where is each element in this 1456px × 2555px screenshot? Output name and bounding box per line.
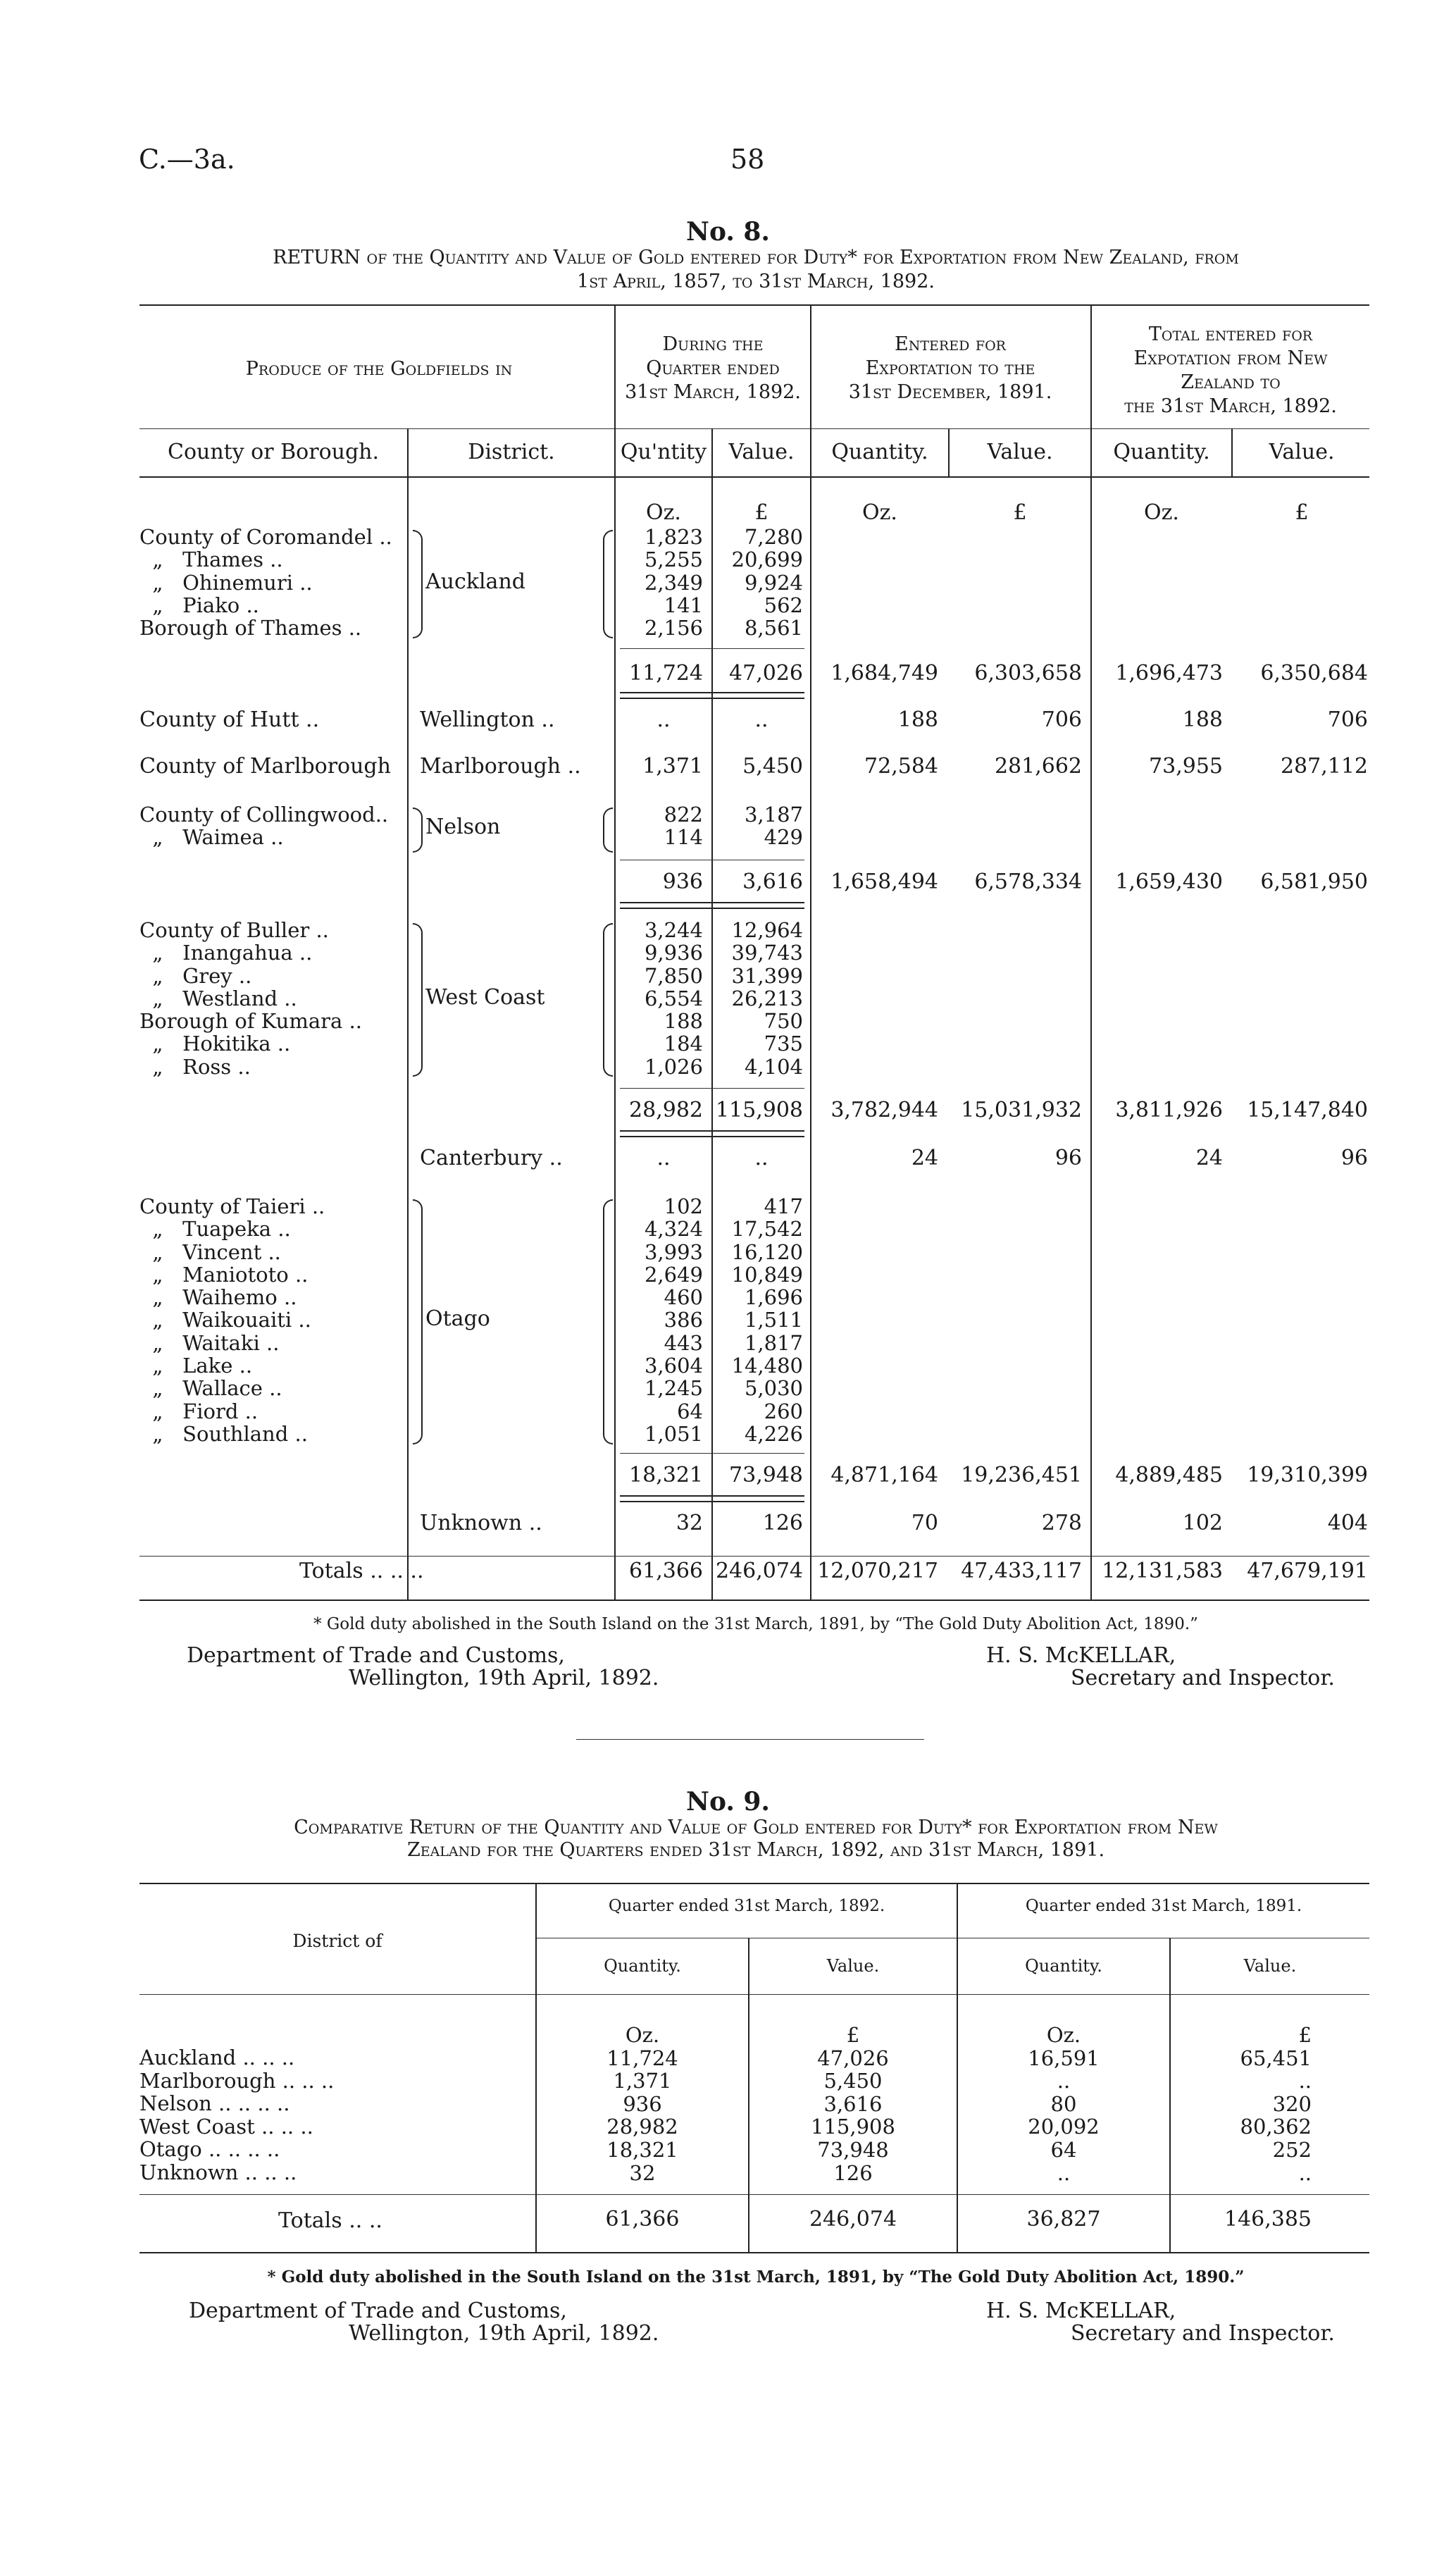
canterbury-entered-val: 96 <box>1054 1146 1082 1170</box>
table9-total-qty1: 61,366 <box>605 2207 680 2232</box>
table9-val1: £ 47,026 5,450 3,616 115,908 73,948 126 <box>811 2023 895 2185</box>
table9-col-val1: Value. <box>826 1956 880 1976</box>
table9-bottom-rule <box>139 2252 1369 2253</box>
hutt-entered-qty: 188 <box>897 707 938 732</box>
col-county: County or Borough. <box>167 440 380 464</box>
table8-totals-rule <box>139 1556 1369 1557</box>
table8-total-qty-q: 61,366 <box>629 1559 703 1583</box>
westcoast-entered-val: 15,031,932 <box>961 1098 1082 1122</box>
table8-footnote: * Gold duty abolished in the South Island on the 31st March, 1891, by “The Gold Duty Abolition Act, 1890.” <box>313 1615 1198 1633</box>
table9-head-1892: Quarter ended 31st March, 1892. <box>608 1897 885 1915</box>
auckland-entered-qty: 1,684,749 <box>830 661 938 686</box>
hutt-qty: .. <box>657 707 671 732</box>
table9-signer: H. S. McKELLAR, <box>986 2299 1176 2323</box>
nelson-counties: County of Collingwood.. „ Waimea .. <box>139 803 389 850</box>
otago-val: 417 17,542 16,120 10,849 1,696 1,511 1,817 14,480 5,030 260 4,226 <box>731 1194 803 1446</box>
table8-total-qty-t: 12,131,583 <box>1102 1559 1223 1583</box>
table9-totals-label: Totals .. .. <box>278 2208 382 2233</box>
westcoast-district: West Coast <box>425 985 545 1010</box>
table9-subtitle-2: Zealand for the Quarters ended 31st March, 1892, and 31st March, 1891. <box>406 1839 1105 1861</box>
unit-oz-e: Oz. <box>862 500 897 525</box>
table8-totals-label: Totals .. .. .. <box>299 1559 424 1583</box>
table9-title: No. 9. <box>686 1787 770 1817</box>
table9-val2: £ 65,451 .. 320 80,362 252 .. <box>1240 2023 1312 2185</box>
otago-subtotal-val: 73,948 <box>729 1463 803 1487</box>
nelson-entered-val: 6,578,334 <box>974 870 1082 894</box>
col-qty-quarter: Qu'ntity <box>620 440 707 464</box>
section-divider <box>576 1739 924 1740</box>
nelson-entered-qty: 1,658,494 <box>830 870 938 894</box>
head-entered: Entered for Exportation to the 31st December, 1891. <box>848 333 1052 403</box>
westcoast-counties: County of Buller .. „ Inangahua .. „ Grey .. „ Westland .. Borough of Kumara .. „ Hokitika .. „ Ross .. <box>139 918 362 1079</box>
nelson-val: 3,187 429 <box>744 803 803 850</box>
unknown-total-val: 404 <box>1327 1511 1368 1535</box>
unknown-val: 126 <box>762 1511 803 1535</box>
table9-footnote: * Gold duty abolished in the South Island on the 31st March, 1891, by “The Gold Duty Abolition Act, 1890.” <box>267 2268 1245 2287</box>
table9-total-val1: 246,074 <box>809 2207 897 2232</box>
table8-total-val-e: 47,433,117 <box>961 1559 1082 1583</box>
hutt-total-qty: 188 <box>1182 707 1223 732</box>
nelson-subtotal-qty: 936 <box>662 870 703 894</box>
table9-col-qty2: Quantity. <box>1025 1956 1102 1976</box>
otago-entered-val: 19,236,451 <box>961 1463 1082 1487</box>
head-total: Total entered for Expotation from New Zealand to the 31st March, 1892. <box>1124 323 1337 417</box>
unknown-entered-val: 278 <box>1041 1511 1082 1535</box>
nelson-district: Nelson <box>425 815 501 839</box>
unknown-total-qty: 102 <box>1182 1511 1223 1535</box>
table9-subtitle-1: Comparative Return of the Quantity and Value of Gold entered for Duty* for Exportation from New <box>294 1817 1218 1838</box>
otago-total-qty: 4,889,485 <box>1115 1463 1223 1487</box>
table8-signer: H. S. McKELLAR, <box>986 1643 1176 1668</box>
col-qty-entered: Quantity. <box>831 440 928 464</box>
table8-vrule-entered <box>810 304 811 1600</box>
table9-col-val2: Value. <box>1243 1956 1297 1976</box>
canterbury-district: Canterbury .. <box>420 1146 563 1170</box>
unknown-qty: 32 <box>676 1511 703 1535</box>
table9-districts: Auckland .. .. .. Marlborough .. .. .. Nelson .. .. .. .. West Coast .. .. .. Otago .. .. .. .. Unknown .. .. .. <box>139 2046 335 2184</box>
marlborough-district: Marlborough .. <box>420 754 581 779</box>
auckland-val: 7,280 20,699 9,924 562 8,561 <box>731 525 803 641</box>
table8-subtitle-2: 1st April, 1857, to 31st March, 1892. <box>577 271 935 292</box>
table8-signer-title: Secretary and Inspector. <box>1071 1666 1335 1690</box>
table9-col-qty1: Quantity. <box>604 1956 681 1976</box>
marlborough-val: 5,450 <box>742 754 803 779</box>
unit-pound-t: £ <box>1295 500 1309 525</box>
table9-qty2: Oz. 16,591 .. 80 20,092 64 .. <box>1028 2023 1100 2185</box>
otago-counties: County of Taieri .. „ Tuapeka .. „ Vincent .. „ Maniototo .. „ Waihemo .. „ Waikouaiti .. „ Waitaki .. „ Lake .. „ Wallace .. „ Fiord .. „ Southland .. <box>139 1194 325 1446</box>
unit-oz-t: Oz. <box>1144 500 1179 525</box>
marlborough-county: County of Marlborough <box>139 754 391 779</box>
canterbury-qty: .. <box>657 1146 671 1170</box>
col-val-total: Value. <box>1269 440 1335 464</box>
table9-qty1: Oz. 11,724 1,371 936 28,982 18,321 32 <box>606 2023 678 2185</box>
canterbury-val: .. <box>754 1146 769 1170</box>
nelson-total-qty: 1,659,430 <box>1115 870 1223 894</box>
marlborough-total-qty: 73,955 <box>1149 754 1223 779</box>
table9-total-val2: 146,385 <box>1224 2207 1312 2232</box>
otago-qty: 102 4,324 3,993 2,649 460 386 443 3,604 1,245 64 1,051 <box>644 1194 703 1446</box>
hutt-val: .. <box>754 707 769 732</box>
westcoast-entered-qty: 3,782,944 <box>830 1098 938 1122</box>
head-quarter: During the Quarter ended 31st March, 1892. <box>625 333 801 403</box>
canterbury-entered-qty: 24 <box>911 1146 938 1170</box>
hutt-entered-val: 706 <box>1041 707 1082 732</box>
table8-total-qty-e: 12,070,217 <box>817 1559 938 1583</box>
marlborough-total-val: 287,112 <box>1280 754 1368 779</box>
table9-dept: Department of Trade and Customs, <box>189 2299 567 2323</box>
westcoast-total-val: 15,147,840 <box>1247 1098 1368 1122</box>
table9-signer-title: Secretary and Inspector. <box>1071 2321 1335 2346</box>
table9-place: Wellington, 19th April, 1892. <box>349 2321 659 2346</box>
hutt-district: Wellington .. <box>420 707 555 732</box>
table8-header-rule <box>139 428 1369 429</box>
unit-pound-e: £ <box>1013 500 1027 525</box>
table9-header-rule <box>139 1994 1369 1995</box>
col-district: District. <box>468 440 555 464</box>
nelson-qty: 822 114 <box>664 803 703 850</box>
auckland-qty: 1,823 5,255 2,349 141 2,156 <box>644 525 703 641</box>
otago-district: Otago <box>425 1306 490 1331</box>
table8-bottom-rule <box>139 1600 1369 1601</box>
table8-vrule-district <box>407 428 409 1600</box>
otago-subtotal-qty: 18,321 <box>629 1463 703 1487</box>
otago-total-val: 19,310,399 <box>1247 1463 1368 1487</box>
westcoast-total-qty: 3,811,926 <box>1115 1098 1223 1122</box>
table9-totals-rule <box>139 2194 1369 2195</box>
hutt-county: County of Hutt .. <box>139 707 320 732</box>
unknown-district: Unknown .. <box>420 1511 542 1535</box>
auckland-total-qty: 1,696,473 <box>1115 661 1223 686</box>
page-number: 58 <box>730 144 765 175</box>
table8-total-val-q: 246,074 <box>715 1559 803 1583</box>
table8-title: No. 8. <box>686 217 770 247</box>
marlborough-entered-val: 281,662 <box>994 754 1082 779</box>
head-produce: Produce of the Goldfields in <box>245 358 513 380</box>
auckland-subtotal-val: 47,026 <box>729 661 803 686</box>
canterbury-total-qty: 24 <box>1195 1146 1223 1170</box>
unknown-entered-qty: 70 <box>911 1511 938 1535</box>
canterbury-total-val: 96 <box>1340 1146 1368 1170</box>
auckland-total-val: 6,350,684 <box>1260 661 1368 686</box>
westcoast-val: 12,964 39,743 31,399 26,213 750 735 4,104 <box>731 918 803 1079</box>
table8-place: Wellington, 19th April, 1892. <box>349 1666 659 1690</box>
auckland-subtotal-qty: 11,724 <box>629 661 703 686</box>
auckland-entered-val: 6,303,658 <box>974 661 1082 686</box>
marlborough-qty: 1,371 <box>642 754 703 779</box>
hutt-total-val: 706 <box>1327 707 1368 732</box>
auckland-district: Auckland <box>425 569 525 594</box>
table8-dept: Department of Trade and Customs, <box>187 1643 565 1668</box>
auckland-counties: County of Coromandel .. „ Thames .. „ Ohinemuri .. „ Piako .. Borough of Thames .. <box>139 525 392 641</box>
table8-total-val-t: 47,679,191 <box>1247 1559 1368 1583</box>
auckland-brace <box>413 530 423 638</box>
table9-head-1891: Quarter ended 31st March, 1891. <box>1025 1897 1302 1915</box>
table8-top-rule <box>139 304 1369 306</box>
marlborough-entered-qty: 72,584 <box>864 754 938 779</box>
col-val-entered: Value. <box>987 440 1053 464</box>
unit-oz-q: Oz. <box>646 500 681 525</box>
otago-entered-qty: 4,871,164 <box>830 1463 938 1487</box>
col-qty-total: Quantity. <box>1113 440 1210 464</box>
page-ref: C.—3a. <box>139 144 235 175</box>
westcoast-qty: 3,244 9,936 7,850 6,554 188 184 1,026 <box>644 918 703 1079</box>
westcoast-subtotal-qty: 28,982 <box>629 1098 703 1122</box>
table9-head-district: District of <box>292 1931 382 1951</box>
table9-total-qty2: 36,827 <box>1026 2207 1101 2232</box>
unit-pound-q: £ <box>754 500 769 525</box>
table8-vrule-total <box>1090 304 1092 1600</box>
table8-colhead-rule <box>139 476 1369 478</box>
table9-top-rule <box>139 1883 1369 1884</box>
nelson-subtotal-val: 3,616 <box>742 870 803 894</box>
col-val-quarter: Value. <box>728 440 795 464</box>
nelson-total-val: 6,581,950 <box>1260 870 1368 894</box>
westcoast-subtotal-val: 115,908 <box>715 1098 803 1122</box>
table8-subtitle-1: RETURN of the Quantity and Value of Gold entered for Duty* for Exportation from New Zealand, from <box>273 247 1239 268</box>
